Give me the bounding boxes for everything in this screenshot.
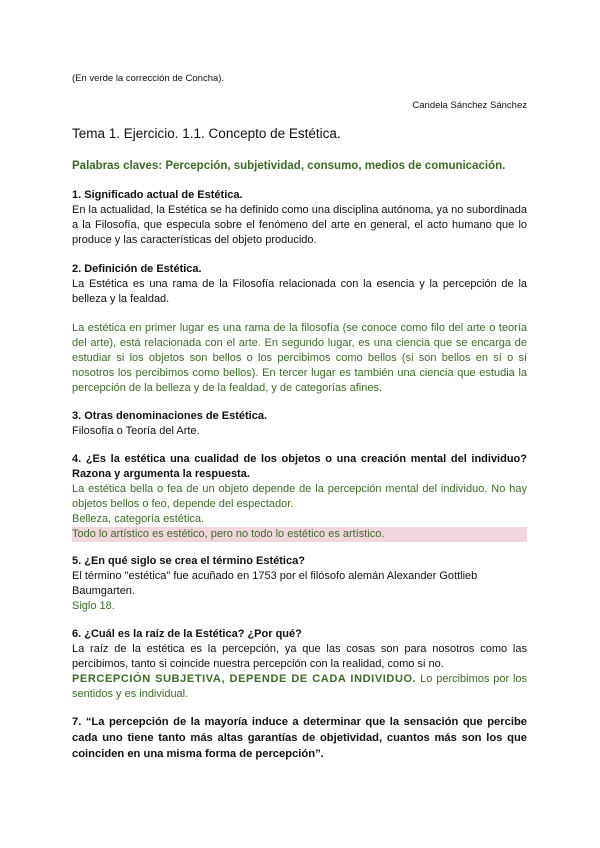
q4-correction-2: Belleza, categoría estética. — [72, 513, 205, 525]
q5-heading: 5. ¿En qué siglo se crea el término Estética? — [72, 555, 305, 567]
q6-correction — [72, 672, 527, 702]
section-q7 — [72, 714, 527, 762]
q6-correction-rest: Lo percibimos por los sentidos y es individual. — [72, 673, 528, 700]
section-q2 — [72, 262, 527, 307]
q6-correction-bold: PERCEPCIÓN SUBJETIVA, DEPENDE DE CADA INDIVIDUO. — [72, 673, 417, 685]
keywords: Palabras claves: Percepción, subjetividad, consumo, medios de comunicación. — [72, 160, 506, 172]
q4-correction-1: La estética bella o fea de un objeto depende de la percepción mental del individuo. No hay objetos bellos o feo, depende del espectador. — [72, 483, 527, 510]
q7-heading: 7. “La percepción de la mayoría induce a determinar que la sensación que percibe cada uno tiene tanto más altas garantías de objetividad, cuantos más son los que coinciden en una misma forma de percepción”. — [72, 716, 527, 760]
q2-correction: La estética en primer lugar es una rama de la filosofía (se conoce como filo del arte o teoría del arte), está relacionada con el arte. En segundo lugar, es una ciencia que se encarga de estudiar si los objetos son bellos o los percibimos como bellos (si son bellos en sí o sí nosotros los percibimos como bellos). En tercer lugar es también una ciencia que estudia la percepción de la belleza y de la fealdad, y de categorías afines. — [72, 322, 527, 394]
q4-heading: 4. ¿Es la estética una cualidad de los objetos o una creación mental del individuo? Razona y argumenta la respuesta. — [72, 453, 527, 480]
q6-answer: La raíz de la estética es la percepción, ya que las cosas son para nosotros como las percibimos, tanto si coincide nuestra percepción con la realidad, como si no. — [72, 643, 527, 670]
correction-note: (En verde la corrección de Concha). — [72, 73, 225, 84]
q3-heading: 3. Otras denominaciones de Estética. — [72, 410, 268, 422]
q2-answer: La Estética es una rama de la Filosofía relacionada con la esencia y la percepción de la belleza y la fealdad. — [72, 278, 527, 305]
section-q4 — [72, 452, 527, 542]
q6-heading: 6. ¿Cuál es la raíz de la Estética? ¿Por qué? — [72, 628, 302, 640]
section-q1 — [72, 188, 527, 248]
author-name: Candela Sánchez Sánchez — [412, 100, 527, 111]
q3-answer: Filosofía o Teoría del Arte. — [72, 425, 200, 437]
q4-correction-3: Todo lo artístico es estético, pero no todo lo estético es artístico. — [72, 527, 527, 542]
section-q5 — [72, 554, 527, 614]
q5-answer: El término "estética" fue acuñado en 1753 por el filósofo alemán Alexander Gottlieb Baumgarten. — [72, 570, 478, 597]
section-q6 — [72, 627, 527, 702]
q2-heading: 2. Definición de Estética. — [72, 263, 202, 275]
q1-heading: 1. Significado actual de Estética. — [72, 189, 243, 201]
q1-answer: En la actualidad, la Estética se ha definido como una disciplina autónoma, ya no subordinada a la Filosofía, que especula sobre el fenómeno del arte en general, el acto humano que lo produce y las características del objeto producido. — [72, 204, 527, 246]
q5-correction: Siglo 18. — [72, 600, 115, 612]
section-q3 — [72, 409, 527, 439]
page-title: Tema 1. Ejercicio. 1.1. Concepto de Estética. — [72, 126, 341, 141]
